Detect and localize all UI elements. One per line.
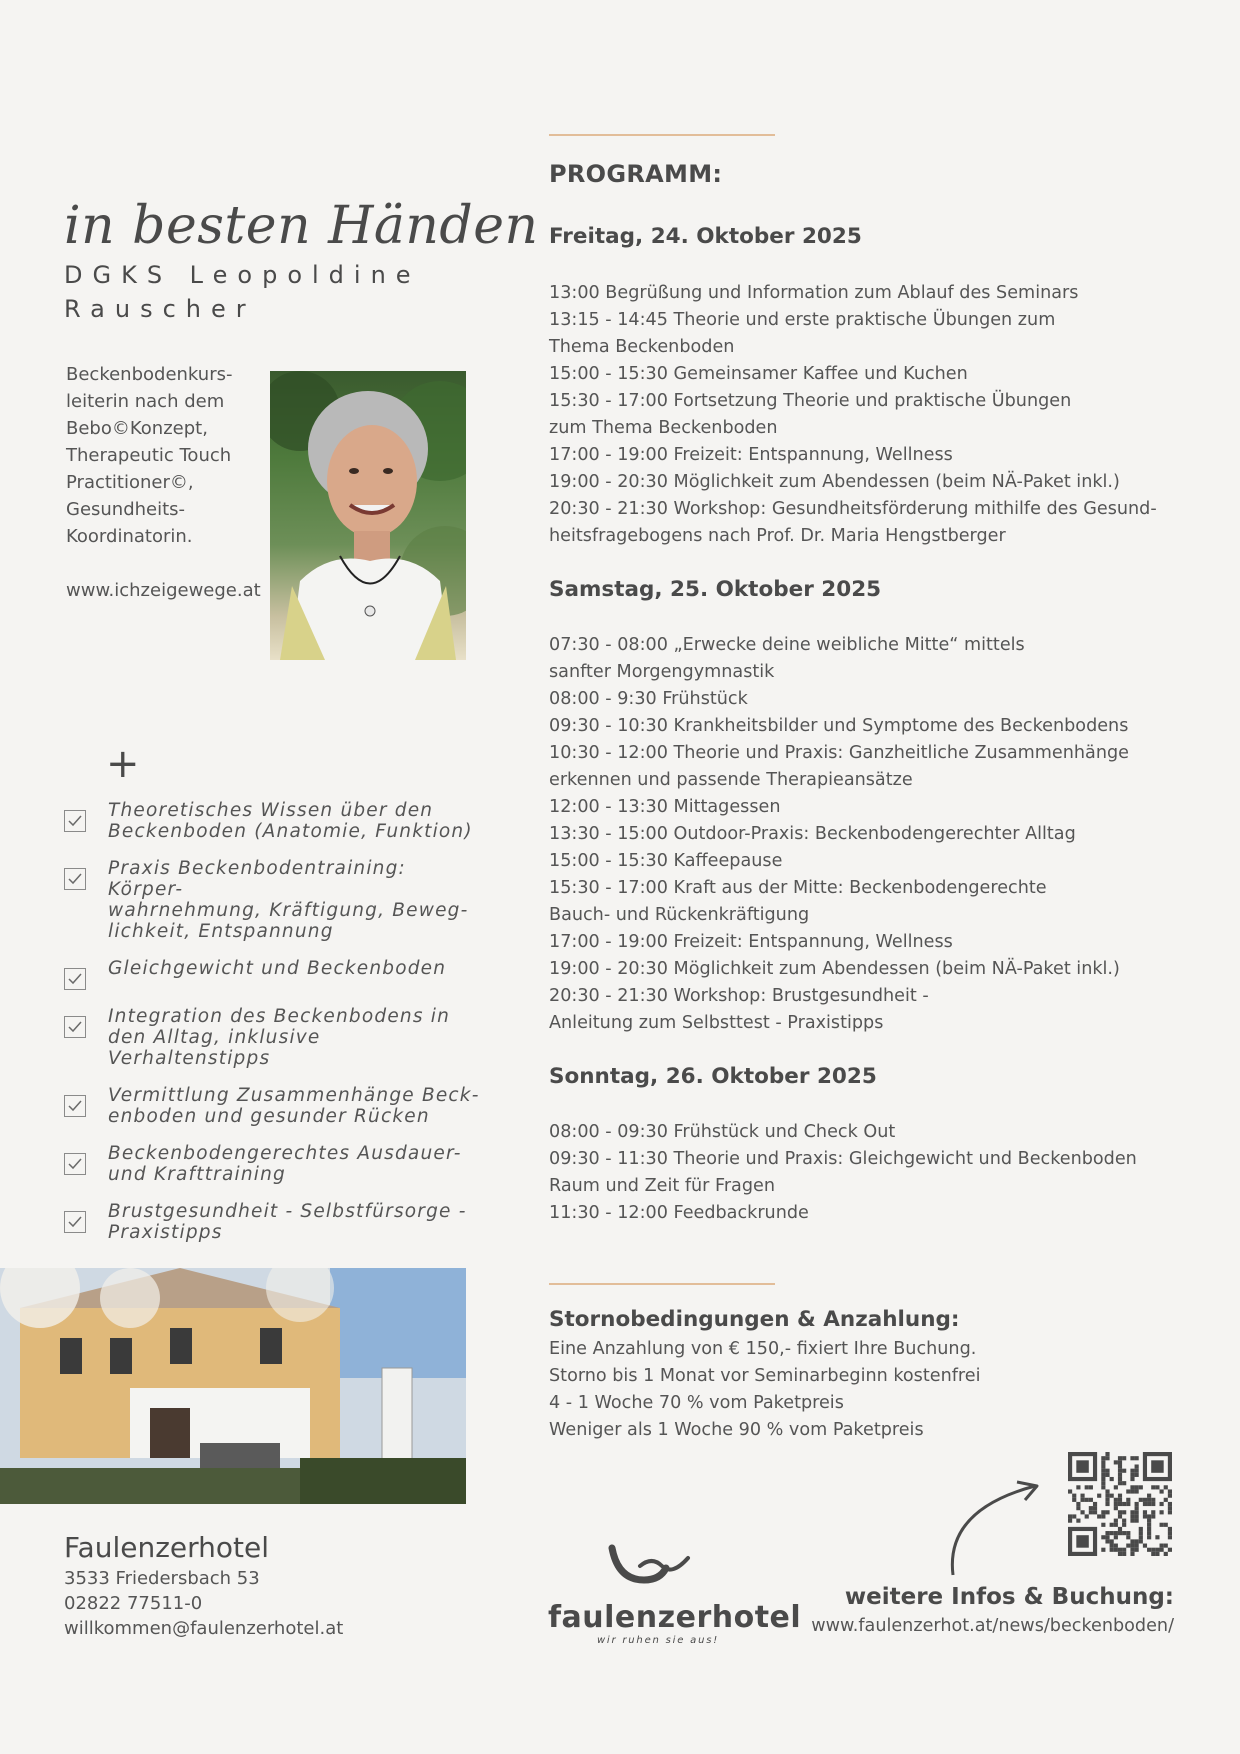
checklist-item	[64, 1006, 484, 1069]
booking-url-link[interactable]: www.faulenzerhot.at/news/beckenboden/	[811, 1616, 1174, 1636]
hotel-building-photo	[0, 1268, 466, 1504]
storno-divider	[549, 1283, 775, 1285]
day-schedule-saturday	[549, 632, 1240, 1037]
booking-label: weitere Infos & Buchung:	[844, 1584, 1174, 1610]
schedule-line: sanfter Morgengymnastik	[549, 662, 775, 682]
bio-line: Gesundheits-	[66, 499, 186, 520]
hotel-address: 3533 Friedersbach 53	[64, 1568, 260, 1589]
storno-line: 4 - 1 Woche 70 % vom Paketpreis	[549, 1393, 844, 1413]
trainer-name	[64, 258, 424, 326]
schedule-line: 09:30 - 11:30 Theorie und Praxis: Gleichgewicht und Beckenboden	[549, 1149, 1137, 1169]
checklist-text: Theoretisches Wissen über den Beckenboden (Anatomie, Funktion)	[108, 800, 473, 842]
checklist-text: Praxis Beckenbodentraining: Körper- wahrnehmung, Kräftigung, Beweg- lichkeit, Entspannung	[108, 858, 469, 942]
hotel-phone[interactable]: 02822 77511-0	[64, 1593, 203, 1614]
schedule-line: 15:00 - 15:30 Gemeinsamer Kaffee und Kuchen	[549, 364, 968, 384]
checklist-item	[64, 958, 484, 990]
bio-line: leiterin nach dem	[66, 391, 225, 412]
schedule-line: 11:30 - 12:00 Feedbackrunde	[549, 1203, 809, 1223]
schedule-line: Anleitung zum Selbsttest - Praxistipps	[549, 1013, 884, 1033]
schedule-line: 17:00 - 19:00 Freizeit: Entspannung, Wellness	[549, 932, 953, 952]
schedule-line: 20:30 - 21:30 Workshop: Brustgesundheit -	[549, 986, 929, 1006]
schedule-line: erkennen und passende Therapieansätze	[549, 770, 913, 790]
schedule-line: Bauch- und Rückenkräftigung	[549, 905, 810, 925]
schedule-line: 09:30 - 10:30 Krankheitsbilder und Symptome des Beckenbodens	[549, 716, 1129, 736]
storno-heading: Stornobedingungen & Anzahlung:	[549, 1307, 960, 1332]
schedule-line: 17:00 - 19:00 Freizeit: Entspannung, Wellness	[549, 445, 953, 465]
checkmark-icon	[64, 1016, 86, 1038]
checklist-text: Brustgesundheit - Selbstfürsorge - Praxistipps	[108, 1201, 467, 1243]
schedule-line: 20:30 - 21:30 Workshop: Gesundheitsförderung mithilfe des Gesund-	[549, 499, 1157, 519]
hotel-name: Faulenzerhotel	[64, 1531, 269, 1564]
bio-line: Koordinatorin.	[66, 526, 193, 547]
day-heading-friday: Freitag, 24. Oktober 2025	[549, 224, 862, 249]
schedule-line: 15:30 - 17:00 Kraft aus der Mitte: Beckenbodengerechte	[549, 878, 1047, 898]
checkmark-icon	[64, 868, 86, 890]
checkmark-icon	[64, 1095, 86, 1117]
plus-icon: +	[106, 741, 140, 787]
checkmark-icon	[64, 810, 86, 832]
bio-line: Practitioner©,	[66, 472, 194, 493]
checklist-text: Integration des Beckenbodens in den Alltag, inklusive Verhaltenstipps	[108, 1006, 451, 1069]
day-heading-saturday: Samstag, 25. Oktober 2025	[549, 577, 882, 602]
checklist-text: Gleichgewicht und Beckenboden	[108, 958, 447, 979]
schedule-line: zum Thema Beckenboden	[549, 418, 778, 438]
schedule-line: heitsfragebogens nach Prof. Dr. Maria Hengstberger	[549, 526, 1006, 546]
schedule-line: 19:00 - 20:30 Möglichkeit zum Abendessen (beim NÄ-Paket inkl.)	[549, 959, 1120, 979]
storno-line: Weniger als 1 Woche 90 % vom Paketpreis	[549, 1420, 924, 1440]
schedule-line: 10:30 - 12:00 Theorie und Praxis: Ganzheitliche Zusammenhänge	[549, 743, 1129, 763]
checklist-item	[64, 800, 484, 842]
trainer-bio	[66, 361, 261, 604]
checklist-item	[64, 1201, 484, 1243]
curved-arrow-icon	[945, 1480, 1045, 1580]
schedule-line: 12:00 - 13:30 Mittagessen	[549, 797, 781, 817]
hotel-contact	[64, 1530, 343, 1641]
trainer-portrait-photo	[270, 371, 466, 660]
checklist-item	[64, 1143, 484, 1185]
schedule-line: 13:15 - 14:45 Theorie und erste praktische Übungen zum	[549, 310, 1056, 330]
storno-line: Storno bis 1 Monat vor Seminarbeginn kostenfrei	[549, 1366, 981, 1386]
qr-code[interactable]	[1068, 1452, 1172, 1556]
day-heading-sunday: Sonntag, 26. Oktober 2025	[549, 1064, 877, 1089]
checklist-item	[64, 858, 484, 942]
day-schedule-sunday	[549, 1119, 1240, 1227]
day-schedule-friday	[549, 280, 1240, 550]
checklist-text: Beckenbodengerechtes Ausdauer- und Krafttraining	[108, 1143, 462, 1185]
trainer-name-line-2: Rauscher	[64, 295, 256, 323]
checklist-item	[64, 1085, 484, 1127]
faulenzerhotel-logo	[548, 1540, 802, 1646]
schedule-line: 19:00 - 20:30 Möglichkeit zum Abendessen (beim NÄ-Paket inkl.)	[549, 472, 1120, 492]
schedule-line: 15:00 - 15:30 Kaffeepause	[549, 851, 783, 871]
logo-tagline: wir ruhen sie aus!	[596, 1635, 720, 1646]
schedule-line: 08:00 - 09:30 Frühstück und Check Out	[549, 1122, 896, 1142]
checkmark-icon	[64, 968, 86, 990]
logo-wordmark: faulenzerhotel	[548, 1600, 802, 1635]
program-heading: PROGRAMM:	[549, 160, 723, 188]
bio-line: Beckenbodenkurs-	[66, 364, 233, 385]
bio-line: Therapeutic Touch	[66, 445, 232, 466]
schedule-line: 13:00 Begrüßung und Information zum Ablauf des Seminars	[549, 283, 1079, 303]
schedule-line: 13:30 - 15:00 Outdoor-Praxis: Beckenbodengerechter Alltag	[549, 824, 1076, 844]
schedule-line: 15:30 - 17:00 Fortsetzung Theorie und praktische Übungen	[549, 391, 1072, 411]
trainer-website-link[interactable]: www.ichzeigewege.at	[66, 580, 261, 601]
trainer-name-line-1: DGKS Leopoldine	[64, 261, 421, 289]
schedule-line: Raum und Zeit für Fragen	[549, 1176, 775, 1196]
checkmark-icon	[64, 1153, 86, 1175]
seminar-contents-checklist	[64, 800, 484, 1259]
storno-line: Eine Anzahlung von € 150,- fixiert Ihre Buchung.	[549, 1339, 977, 1359]
hotel-email-link[interactable]: willkommen@faulenzerhotel.at	[64, 1618, 344, 1639]
top-divider	[549, 134, 775, 136]
seminar-script-title: in besten Händen	[64, 196, 539, 256]
storno-conditions	[549, 1336, 980, 1444]
checklist-text: Vermittlung Zusammenhänge Beck- enboden und gesunder Rücken	[108, 1085, 480, 1127]
schedule-line: 07:30 - 08:00 „Erwecke deine weibliche Mitte“ mittels	[549, 635, 1025, 655]
checkmark-icon	[64, 1211, 86, 1233]
schedule-line: 08:00 - 9:30 Frühstück	[549, 689, 748, 709]
logo-mark-icon	[548, 1540, 768, 1596]
bio-line: Bebo©Konzept,	[66, 418, 208, 439]
schedule-line: Thema Beckenboden	[549, 337, 735, 357]
